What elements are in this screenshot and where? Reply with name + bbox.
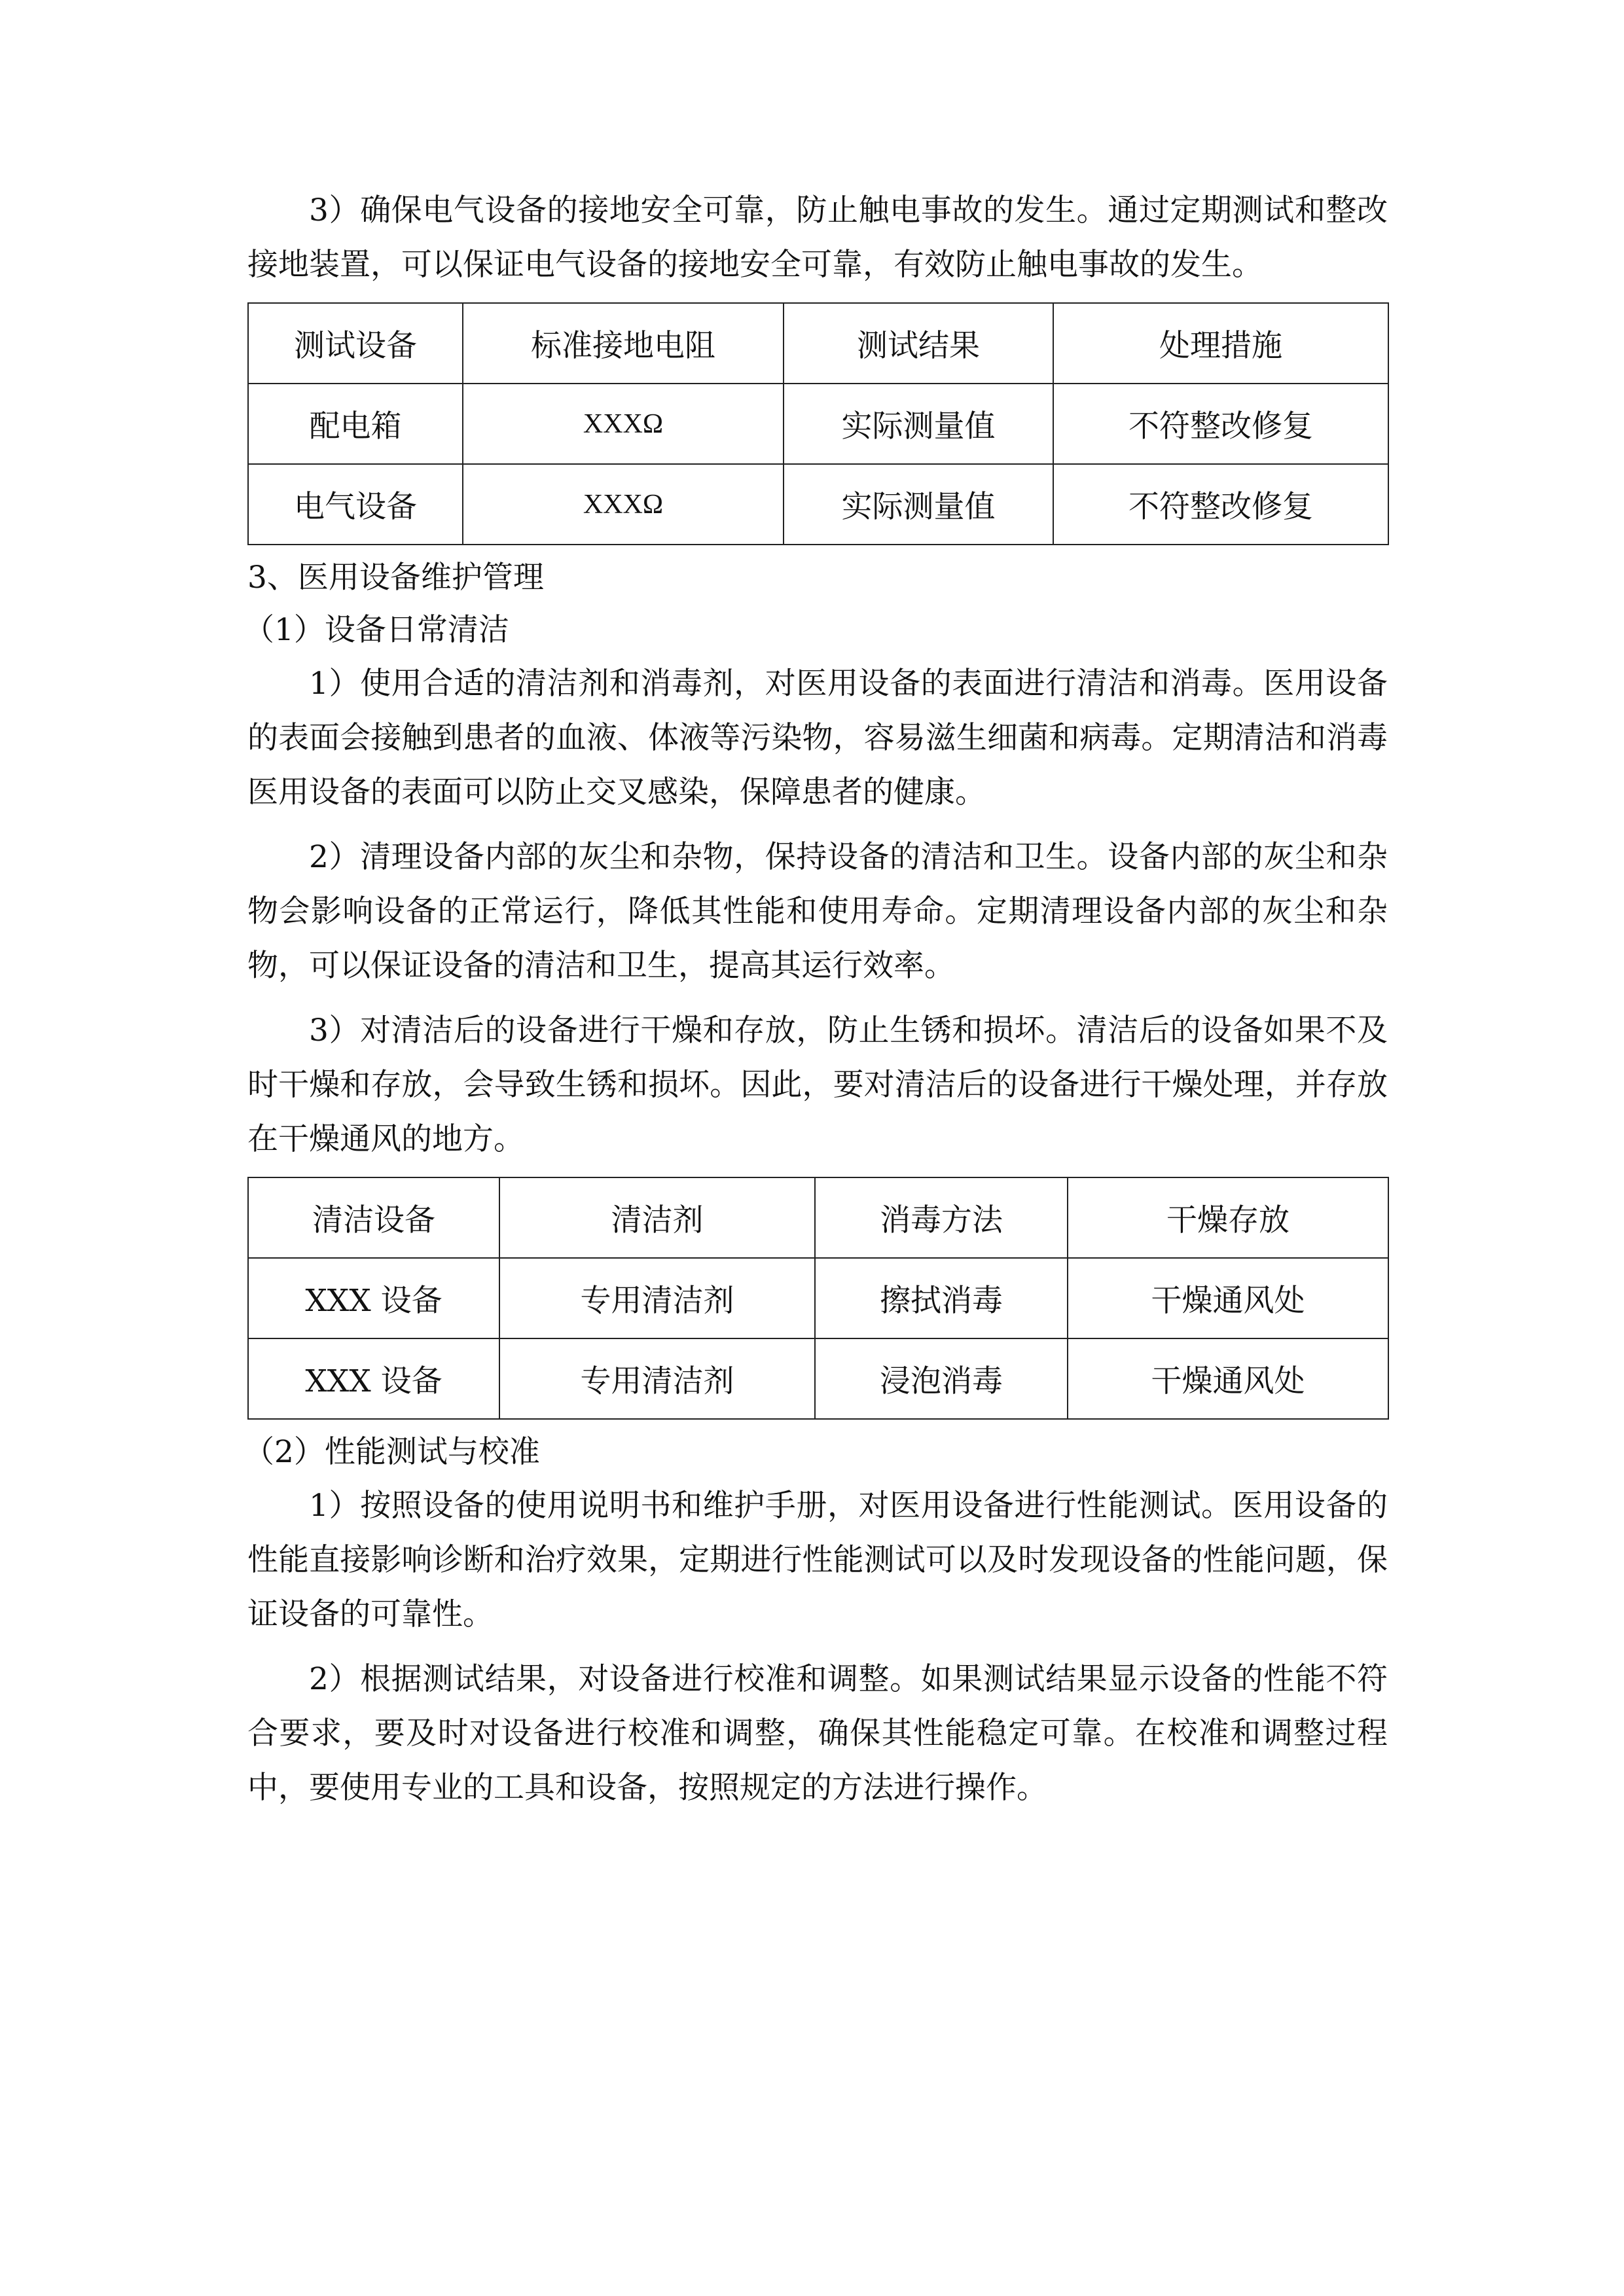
table-row xyxy=(248,464,1388,545)
performance-paragraph-1: 1）按照设备的使用说明书和维护手册，对医用设备进行性能测试。医用设备的性能直接影响诊断和治疗效果，定期进行性能测试可以及时发现设备的性能问题，保证设备的可靠性。 xyxy=(247,1488,1388,1632)
performance-paragraph-2: 2）根据测试结果，对设备进行校准和调整。如果测试结果显示设备的性能不符合要求，要及时对设备进行校准和调整，确保其性能稳定可靠。在校准和调整过程中，要使用专业的工具和设备，按照规定的方法进行操作。 xyxy=(247,1661,1388,1806)
table-cell: 干燥通风处 xyxy=(1068,1258,1388,1338)
table-header-row xyxy=(248,303,1388,384)
table-header-cell: 处理措施 xyxy=(1053,303,1388,384)
table-cell: XXX 设备 xyxy=(248,1338,499,1419)
table-cell: XXXΩ xyxy=(463,464,784,545)
section-heading: 3、医用设备维护管理 xyxy=(247,560,544,596)
table-cell: 擦拭消毒 xyxy=(815,1258,1068,1338)
cleaning-paragraph-2: 2）清理设备内部的灰尘和杂物，保持设备的清洁和卫生。设备内部的灰尘和杂物会影响设备的正常运行，降低其性能和使用寿命。定期清理设备内部的灰尘和杂物，可以保证设备的清洁和卫生，提高其运行效率。 xyxy=(247,839,1388,984)
table-header-cell: 标准接地电阻 xyxy=(463,303,784,384)
table-cell: 不符整改修复 xyxy=(1053,384,1388,464)
table-row xyxy=(248,384,1388,464)
table-cell: 干燥通风处 xyxy=(1068,1338,1388,1419)
table-cell: XXX 设备 xyxy=(248,1258,499,1338)
table-header-cell: 干燥存放 xyxy=(1068,1177,1388,1258)
table-cell: 电气设备 xyxy=(248,464,463,545)
table-row xyxy=(248,1338,1388,1419)
table-cell: 配电箱 xyxy=(248,384,463,464)
cleaning-paragraph-1: 1）使用合适的清洁剂和消毒剂，对医用设备的表面进行清洁和消毒。医用设备的表面会接触到患者的血液、体液等污染物，容易滋生细菌和病毒。定期清洁和消毒医用设备的表面可以防止交叉感染，保障患者的健康。 xyxy=(247,666,1388,810)
table-row xyxy=(248,1258,1388,1338)
cleaning-table xyxy=(247,1177,1389,1420)
table-cell: 浸泡消毒 xyxy=(815,1338,1068,1419)
table-cell: 专用清洁剂 xyxy=(499,1258,815,1338)
table-header-row xyxy=(248,1177,1388,1258)
grounding-test-table xyxy=(247,302,1389,545)
table-cell: 不符整改修复 xyxy=(1053,464,1388,545)
subsection-heading: （2）性能测试与校准 xyxy=(244,1434,540,1470)
cleaning-paragraph-3: 3）对清洁后的设备进行干燥和存放，防止生锈和损坏。清洁后的设备如果不及时干燥和存放，会导致生锈和损坏。因此，要对清洁后的设备进行干燥处理，并存放在干燥通风的地方。 xyxy=(247,1013,1388,1157)
table-cell: 实际测量值 xyxy=(784,464,1053,545)
table-cell: 专用清洁剂 xyxy=(499,1338,815,1419)
table-cell: XXXΩ xyxy=(463,384,784,464)
grounding-paragraph: 3）确保电气设备的接地安全可靠，防止触电事故的发生。通过定期测试和整改接地装置，可以保证电气设备的接地安全可靠，有效防止触电事故的发生。 xyxy=(247,192,1388,283)
table-header-cell: 消毒方法 xyxy=(815,1177,1068,1258)
subsection-heading: （1）设备日常清洁 xyxy=(244,612,509,648)
table-header-cell: 测试设备 xyxy=(248,303,463,384)
table-header-cell: 测试结果 xyxy=(784,303,1053,384)
table-header-cell: 清洁剂 xyxy=(499,1177,815,1258)
table-header-cell: 清洁设备 xyxy=(248,1177,499,1258)
table-cell: 实际测量值 xyxy=(784,384,1053,464)
page-content xyxy=(244,183,1388,1825)
